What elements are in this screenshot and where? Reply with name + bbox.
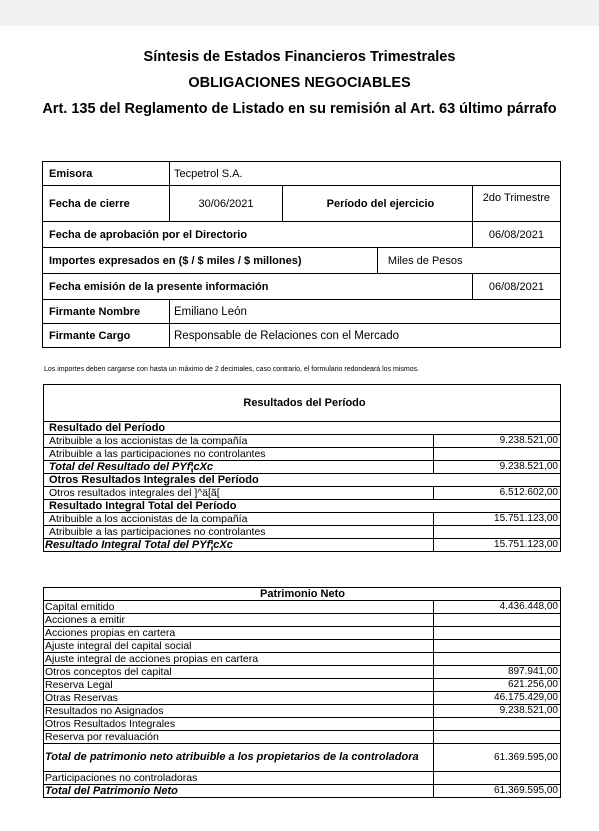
decimals-note: Los importes deben cargarse con hasta un máximo de 2 decimales, caso contrario, el formulario redondeará los mismos. xyxy=(44,366,420,373)
patrimonio-row-value[interactable]: 46.175.429,00 xyxy=(434,692,561,705)
patrimonio-total-label: Total del Patrimonio Neto xyxy=(44,785,434,798)
results-table xyxy=(43,384,561,552)
results-row-value[interactable] xyxy=(434,448,561,461)
patrimonio-row-value[interactable] xyxy=(434,731,561,744)
patrimonio-row-label: Capital emitido xyxy=(44,601,434,614)
patrimonio-row-value[interactable]: 621.256,00 xyxy=(434,679,561,692)
results-section-integral: Resultado Integral Total del Período xyxy=(44,500,561,513)
patrimonio-row-label: Acciones a emitir xyxy=(44,614,434,627)
results-row-value[interactable]: 9.238.521,00 xyxy=(434,435,561,448)
results-row-label: Atribuible a las participaciones no controlantes xyxy=(44,448,434,461)
document-header xyxy=(0,44,599,122)
results-row-label: Atribuible a los accionistas de la compañía xyxy=(44,435,434,448)
results-row-label: Resultado Integral Total del PYf¦cXc xyxy=(44,539,434,552)
patrimonio-row-label: Otras Reservas xyxy=(44,692,434,705)
patrimonio-row-value[interactable]: 9.238.521,00 xyxy=(434,705,561,718)
patrimonio-row-label: Reserva por revaluación xyxy=(44,731,434,744)
results-row-label: Total del Resultado del PYf¦cXc xyxy=(44,461,434,474)
emisora-field[interactable]: Tecpetrol S.A. xyxy=(170,162,561,186)
patrimonio-total-propietarios-label: Total de patrimonio neto atribuible a los propietarios de la controladora xyxy=(44,744,434,772)
periodo-label: Período del ejercicio xyxy=(283,186,473,222)
results-section-periodo: Resultado del Período xyxy=(44,422,561,435)
patrimonio-row-label: Reserva Legal xyxy=(44,679,434,692)
patrimonio-row-label: Ajuste integral del capital social xyxy=(44,640,434,653)
results-row-label: Atribuible a las participaciones no controlantes xyxy=(44,526,434,539)
patrimonio-row-value[interactable] xyxy=(434,627,561,640)
top-bar xyxy=(0,0,599,26)
info-table xyxy=(42,161,561,348)
cierre-label: Fecha de cierre xyxy=(43,186,170,222)
patrimonio-table xyxy=(43,587,561,798)
results-row-value[interactable] xyxy=(434,526,561,539)
patrimonio-row-label: Otros conceptos del capital xyxy=(44,666,434,679)
firmante-cargo-field[interactable]: Responsable de Relaciones con el Mercado xyxy=(170,324,561,348)
firmante-nombre-label: Firmante Nombre xyxy=(43,300,170,324)
results-row-label: Otros resultados integrales del ]^ä[ã[ xyxy=(44,487,434,500)
patrimonio-total-propietarios-value[interactable]: 61.369.595,00 xyxy=(434,744,561,772)
results-title: Resultados del Período xyxy=(44,385,561,422)
importes-label: Importes expresados en ($ / $ miles / $ millones) xyxy=(43,248,378,274)
importes-field[interactable]: Miles de Pesos xyxy=(377,248,560,274)
patrimonio-row-value[interactable]: 897.941,00 xyxy=(434,666,561,679)
cierre-field[interactable]: 30/06/2021 xyxy=(170,186,283,222)
patrimonio-row-label: Acciones propias en cartera xyxy=(44,627,434,640)
firmante-cargo-label: Firmante Cargo xyxy=(43,324,170,348)
firmante-nombre-field[interactable]: Emiliano León xyxy=(170,300,561,324)
aprobacion-label: Fecha de aprobación por el Directorio xyxy=(43,222,473,248)
results-row-label: Atribuible a los accionistas de la compañía xyxy=(44,513,434,526)
emisora-label: Emisora xyxy=(43,162,170,186)
patrimonio-total-value[interactable]: 61.369.595,00 xyxy=(434,785,561,798)
aprobacion-field[interactable]: 06/08/2021 xyxy=(472,222,560,248)
results-row-value[interactable]: 15.751.123,00 xyxy=(434,513,561,526)
patrimonio-no-controladoras-label: Participaciones no controladoras xyxy=(44,772,434,785)
results-row-value[interactable]: 6.512.602,00 xyxy=(434,487,561,500)
patrimonio-title: Patrimonio Neto xyxy=(44,588,561,601)
patrimonio-row-label: Resultados no Asignados xyxy=(44,705,434,718)
document-subtitle: OBLIGACIONES NEGOCIABLES xyxy=(188,75,411,91)
results-section-ori: Otros Resultados Integrales del Período xyxy=(44,474,561,487)
patrimonio-no-controladoras-value[interactable] xyxy=(434,772,561,785)
results-row-value[interactable]: 15.751.123,00 xyxy=(434,539,561,552)
patrimonio-row-value[interactable] xyxy=(434,640,561,653)
emision-label: Fecha emisión de la presente información xyxy=(43,274,473,300)
document-title: Síntesis de Estados Financieros Trimestrales xyxy=(143,49,456,65)
results-row-value[interactable]: 9.238.521,00 xyxy=(434,461,561,474)
patrimonio-row-value[interactable] xyxy=(434,653,561,666)
document-article: Art. 135 del Reglamento de Listado en su remisión al Art. 63 último párrafo xyxy=(42,101,557,117)
patrimonio-row-value[interactable]: 4.436.448,00 xyxy=(434,601,561,614)
patrimonio-row-label: Otros Resultados Integrales xyxy=(44,718,434,731)
patrimonio-row-value[interactable] xyxy=(434,718,561,731)
periodo-field[interactable]: 2do Trimestre xyxy=(472,186,560,222)
patrimonio-row-label: Ajuste integral de acciones propias en cartera xyxy=(44,653,434,666)
emision-field[interactable]: 06/08/2021 xyxy=(472,274,560,300)
patrimonio-row-value[interactable] xyxy=(434,614,561,627)
